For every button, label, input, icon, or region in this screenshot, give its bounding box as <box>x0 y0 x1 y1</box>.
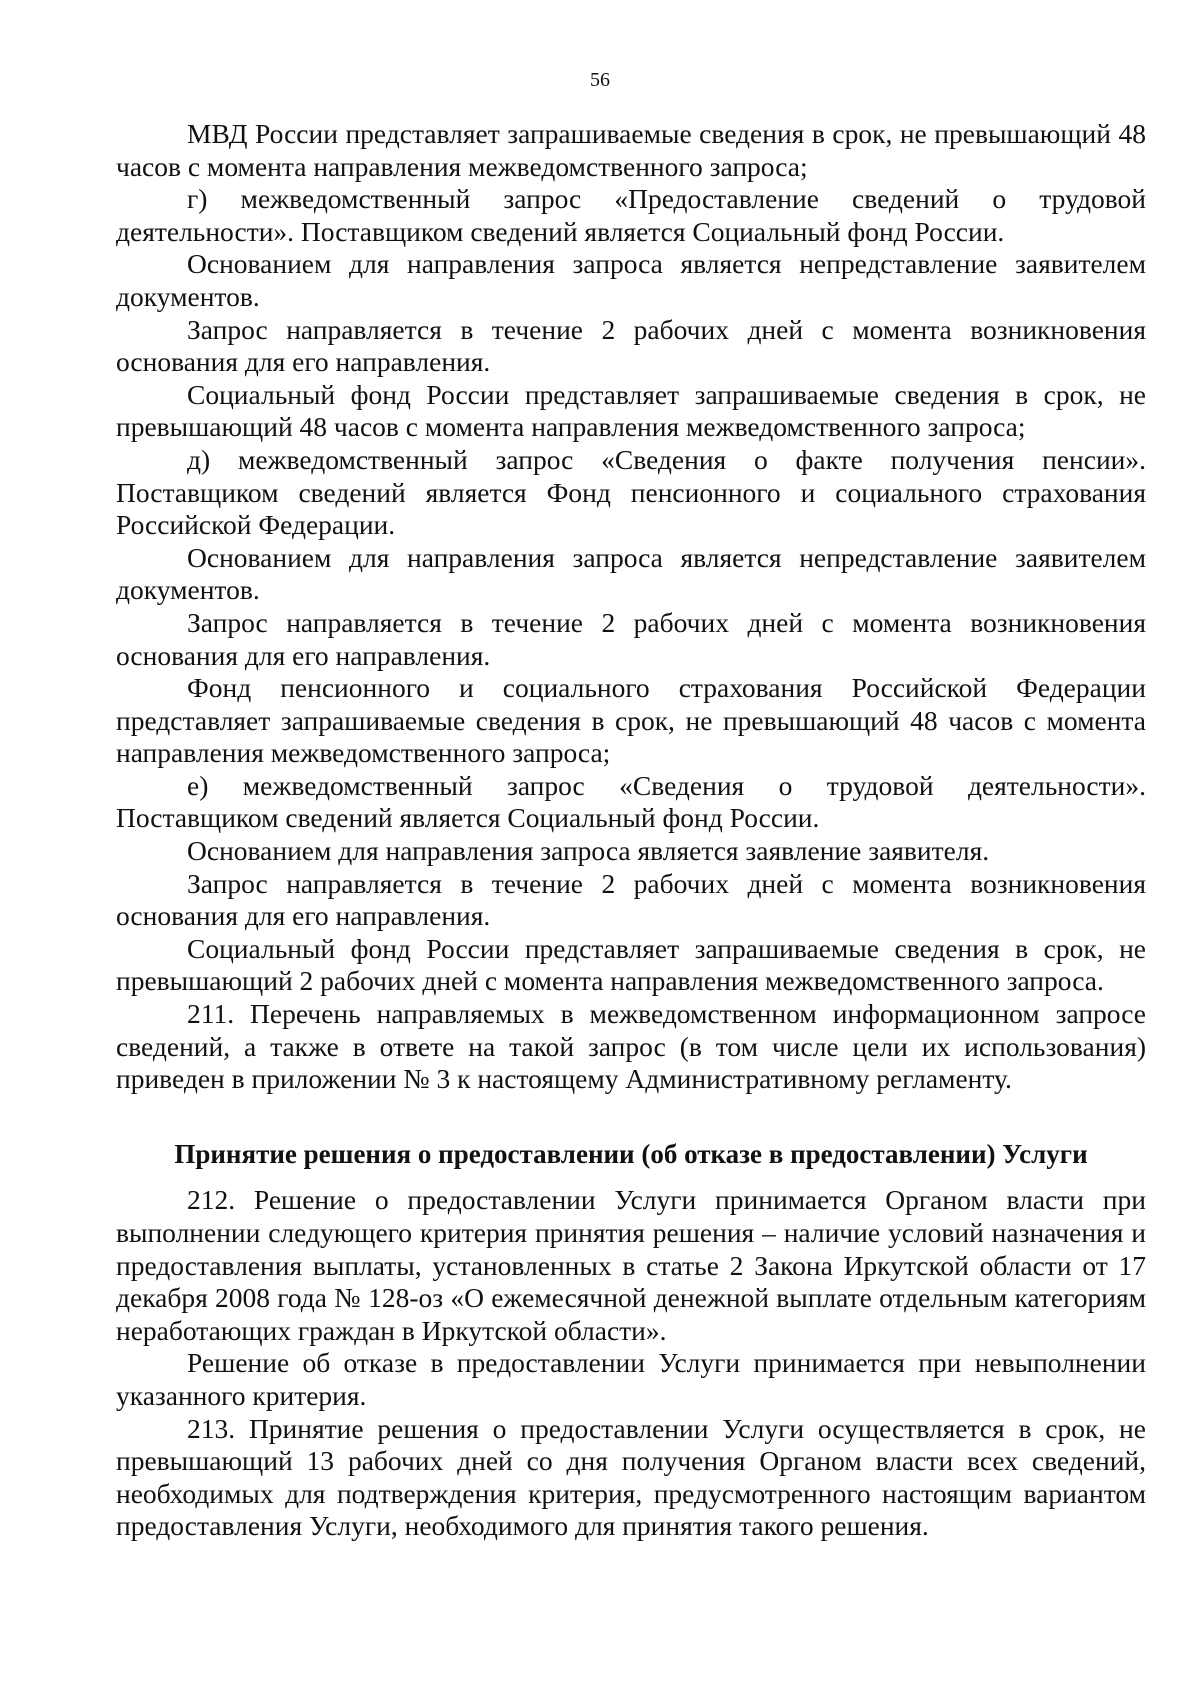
paragraph: Социальный фонд России представляет запрашиваемые сведения в срок, не превышающий 48 часов с момента направления межведомственного запроса; <box>116 378 1146 443</box>
paragraph-item-d: д) межведомственный запрос «Сведения о факте получения пенсии». Поставщиком сведений является Фонд пенсионного и социального страхования Российской Федерации. <box>116 443 1146 541</box>
document-body <box>116 118 1146 1543</box>
paragraph: Запрос направляется в течение 2 рабочих дней с момента возникновения основания для его направления. <box>116 606 1146 671</box>
paragraph: Социальный фонд России представляет запрашиваемые сведения в срок, не превышающий 2 рабочих дней с момента направления межведомственного запроса. <box>116 932 1146 997</box>
paragraph-213: 213. Принятие решения о предоставлении Услуги осуществляется в срок, не превышающий 13 рабочих дней со дня получения Органом власти всех сведений, необходимых для подтверждения критерия, предусмотренного настоящим вариантом предоставления Услуги, необходимого для принятия такого решения. <box>116 1412 1146 1542</box>
section-heading: Принятие решения о предоставлении (об отказе в предоставлении) Услуги <box>174 1138 1088 1169</box>
paragraph: Решение об отказе в предоставлении Услуги принимается при невыполнении указанного критерия. <box>116 1347 1146 1411</box>
paragraph: Фонд пенсионного и социального страхования Российской Федерации представляет запрашиваемые сведения в срок, не превышающий 48 часов с момента направления межведомственного запроса; <box>116 672 1146 769</box>
paragraph-212: 212. Решение о предоставлении Услуги принимается Органом власти при выполнении следующего критерия принятия решения – наличие условий назначения и предоставления выплаты, установленных в статье 2 Закона Иркутской области от 17 декабря 2008 года № 128-оз «О ежемесячной денежной выплате отдельным категориям неработающих граждан в Иркутской области». <box>116 1184 1146 1346</box>
paragraph: Запрос направляется в течение 2 рабочих дней с момента возникновения основания для его направления. <box>116 867 1146 932</box>
paragraph: Основанием для направления запроса является заявление заявителя. <box>187 835 990 867</box>
paragraph: Запрос направляется в течение 2 рабочих дней с момента возникновения основания для его направления. <box>116 313 1146 378</box>
page-number: 56 <box>590 69 610 91</box>
paragraph: МВД России представляет запрашиваемые сведения в срок, не превышающий 48 часов с момента направления межведомственного запроса; <box>116 118 1146 182</box>
paragraph-item-e: е) межведомственный запрос «Сведения о трудовой деятельности». Поставщиком сведений является Социальный фонд России. <box>116 769 1146 834</box>
paragraph: Основанием для направления запроса является непредставление заявителем документов. <box>116 248 1146 312</box>
paragraph-item-g: г) межведомственный запрос «Предоставление сведений о трудовой деятельности». Поставщиком сведений является Социальный фонд России. <box>116 183 1146 247</box>
paragraph-211: 211. Перечень направляемых в межведомственном информационном запросе сведений, а также в ответе на такой запрос (в том числе цели их использования) приведен в приложении № 3 к настоящему Административному регламенту. <box>116 998 1146 1095</box>
paragraph: Основанием для направления запроса является непредставление заявителем документов. <box>116 541 1146 606</box>
